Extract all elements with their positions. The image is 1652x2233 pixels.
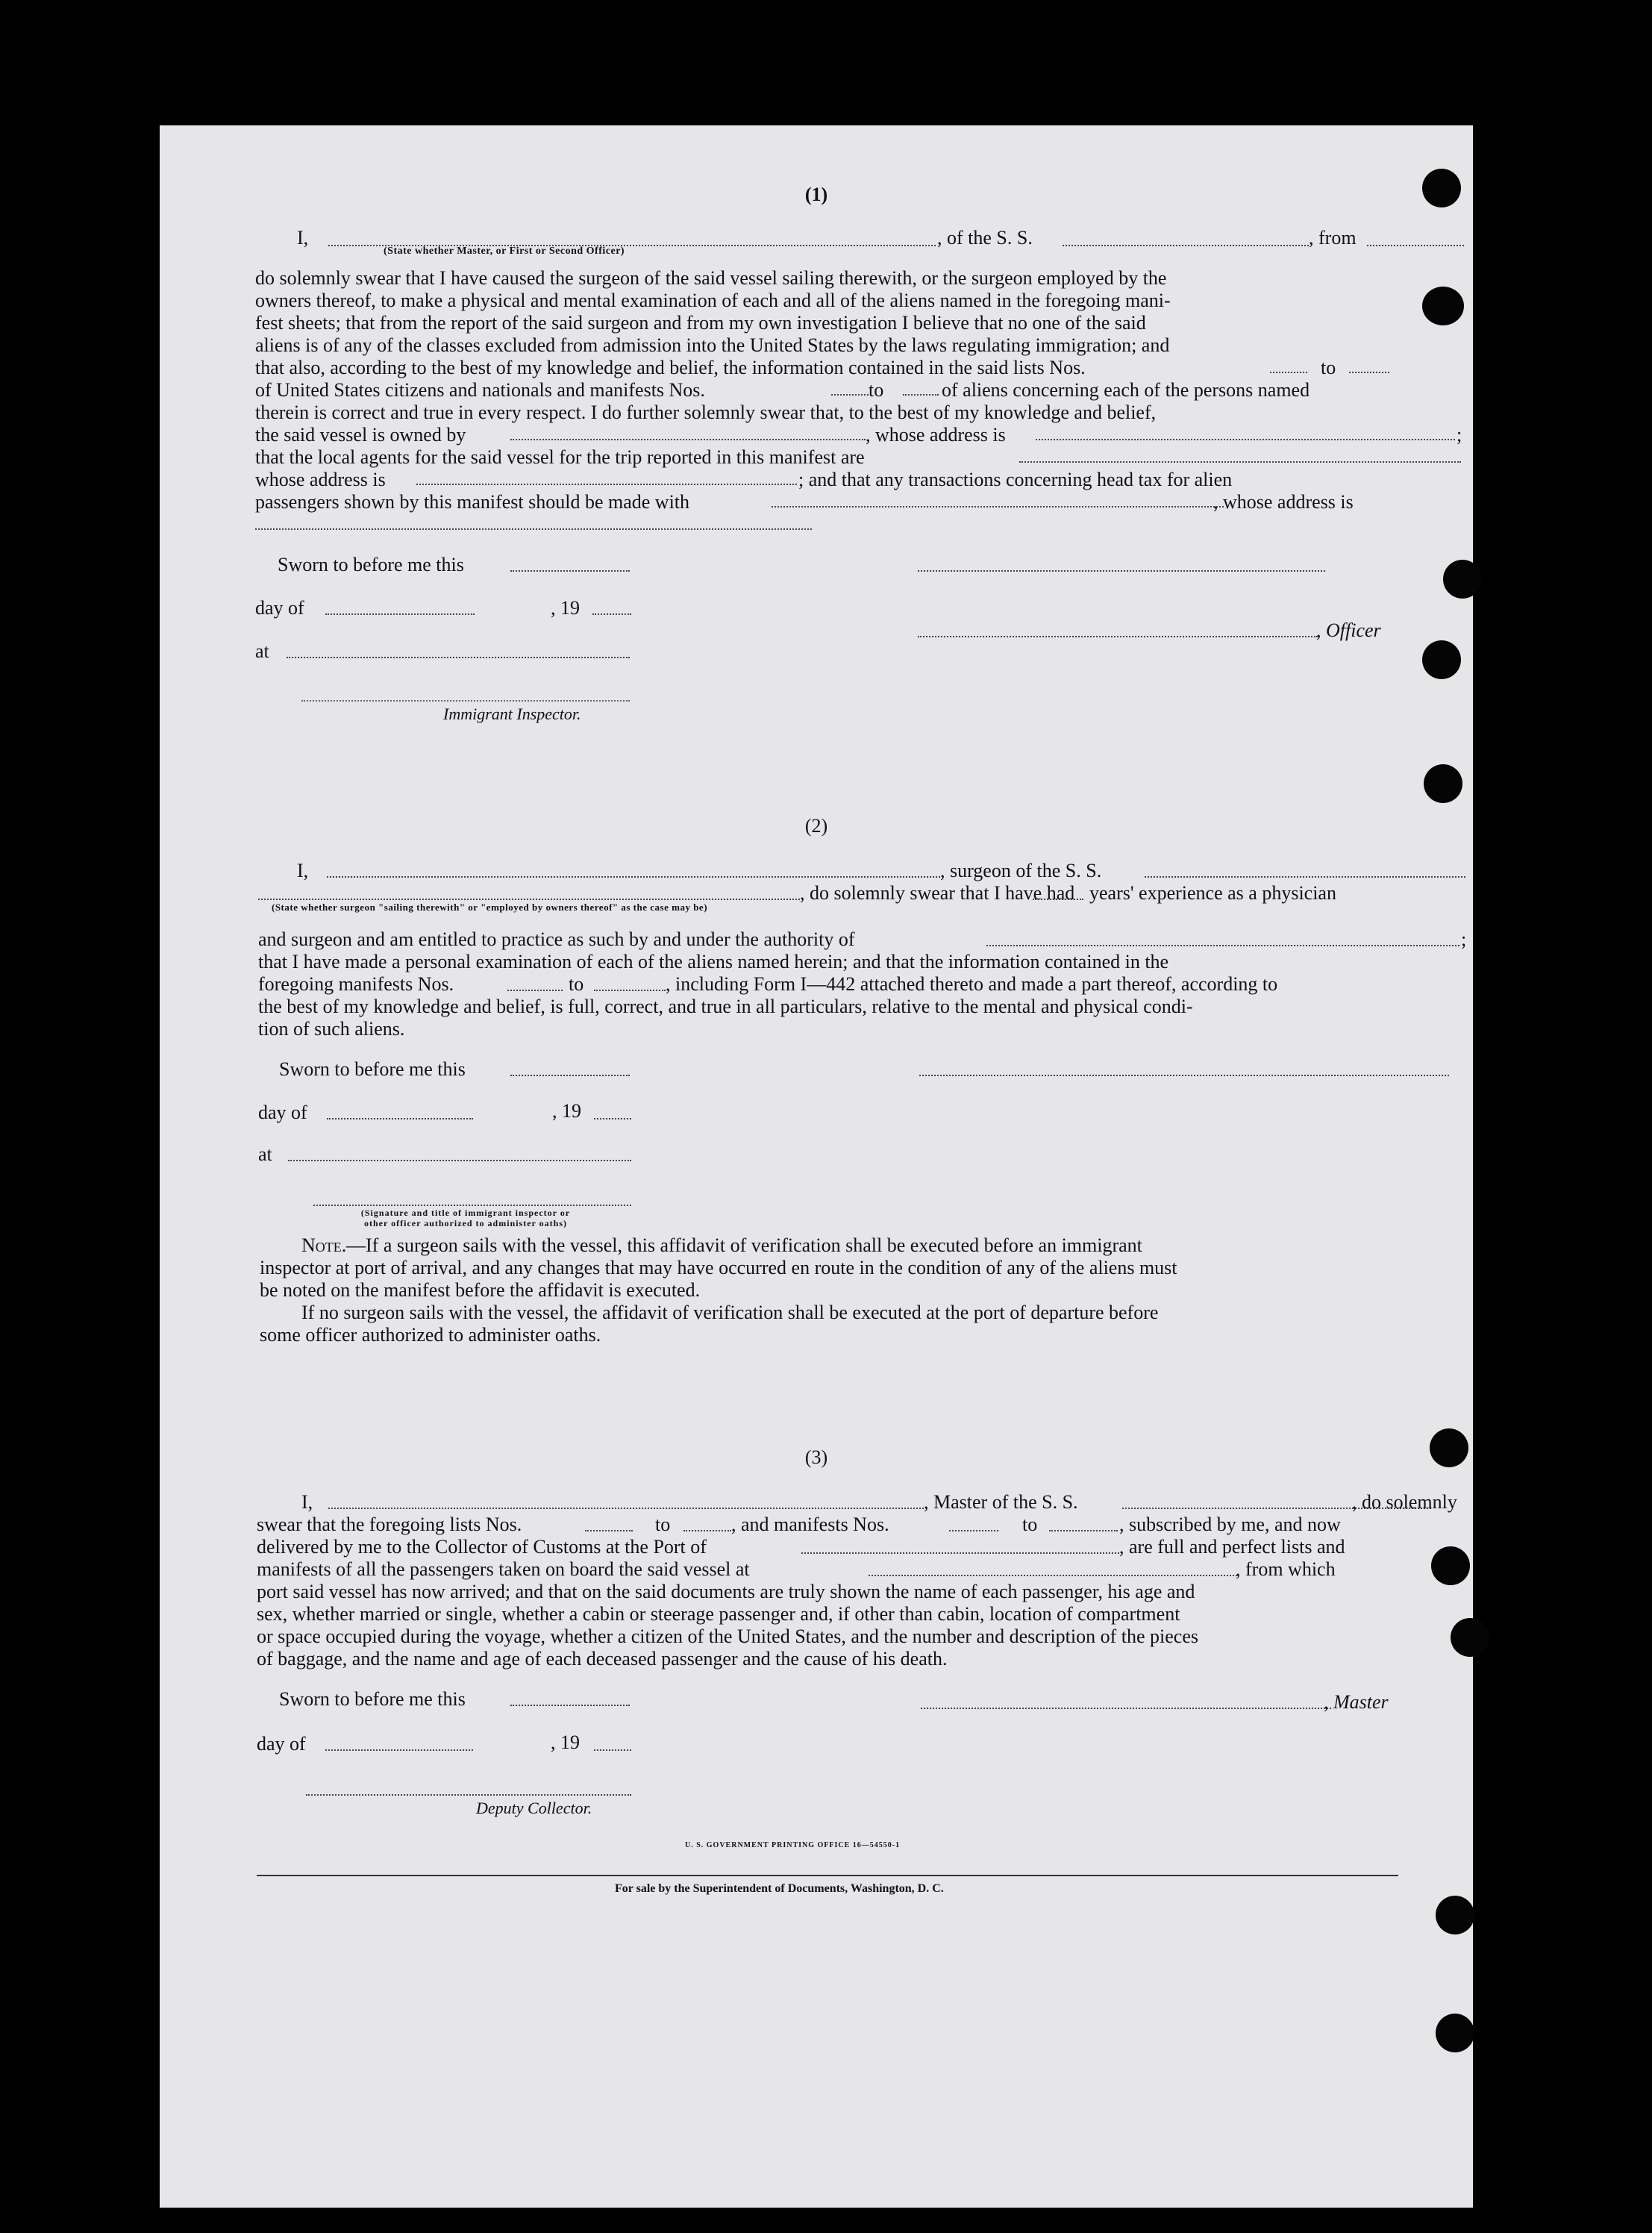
s3-year-field[interactable] <box>594 1749 631 1751</box>
of-the-ss-label: , of the S. S. <box>937 227 1033 249</box>
s2-line3a: foregoing manifests Nos. <box>258 973 454 995</box>
punch-hole <box>1422 640 1461 679</box>
section-1-body <box>255 267 1473 357</box>
s3-line5: sex, whether married or single, whether a cabin or steerage passenger and, if other than cabin, location of compartment <box>257 1603 1180 1625</box>
section-1-i-label: I, <box>297 227 309 249</box>
s3-line1b: to <box>655 1514 671 1535</box>
s3-line1d: to <box>1022 1514 1038 1535</box>
s3-sworn-date-field[interactable] <box>510 1705 630 1706</box>
s2-line1: and surgeon and am entitled to practice as such by and under the authority of <box>258 928 855 950</box>
s3-line3b: , from which <box>1236 1558 1336 1580</box>
s1-line5b: to <box>1321 357 1336 378</box>
s3-month-field[interactable] <box>325 1749 473 1751</box>
agents-address-field[interactable] <box>416 484 797 485</box>
s3-master-signature-line[interactable] <box>921 1708 1331 1709</box>
s1-day-of-label: day of <box>255 597 304 619</box>
section-2-number: (2) <box>804 815 828 837</box>
s1-line10b: ; and that any transactions concerning head tax for alien <box>798 469 1233 490</box>
s3-line3a: manifests of all the passengers taken on board the said vessel at <box>257 1558 750 1580</box>
s3-year-label: , 19 <box>551 1731 580 1753</box>
s2-surgeon-signature-line[interactable] <box>919 1075 1449 1076</box>
printer-line: U. S. GOVERNMENT PRINTING OFFICE 16—54550-1 <box>685 1841 901 1849</box>
s1-line4: aliens is of any of the classes excluded from admission into the United States by the laws regulating immigration; and <box>255 334 1170 356</box>
s3-line2b: , are full and perfect lists and <box>1119 1536 1345 1558</box>
citizen-list-to-field[interactable] <box>1349 372 1389 373</box>
local-agents-field[interactable] <box>1019 461 1461 463</box>
s1-line6a: of United States citizens and nationals and manifests Nos. <box>255 379 705 401</box>
practice-authority-field[interactable] <box>986 945 1459 946</box>
boarding-port-field[interactable] <box>869 1575 1237 1576</box>
deputy-collector-label: Deputy Collector. <box>476 1799 592 1817</box>
s1-officer-label: , Officer <box>1316 619 1381 641</box>
immigrant-inspector-label: Immigrant Inspector. <box>443 705 581 723</box>
citizen-list-from-field[interactable] <box>1270 372 1307 373</box>
punch-hole <box>1422 169 1461 207</box>
from-port-field[interactable] <box>1367 245 1464 246</box>
s1-line8a: the said vessel is owned by <box>255 424 466 446</box>
s3-day-of-label: day of <box>257 1733 306 1755</box>
s1-at-label: at <box>255 640 269 662</box>
deputy-collector-signature-line[interactable] <box>306 1794 631 1796</box>
s2-line3c: , including Form I—442 attached thereto and made a part thereof, according to <box>666 973 1278 995</box>
master-of-label: , Master of the S. S. <box>924 1491 1078 1513</box>
s3-sworn-label: Sworn to before me this <box>279 1688 466 1710</box>
s1-line1: do solemnly swear that I have caused the surgeon of the said vessel sailing therewith, or the surgeon employed by the <box>255 267 1167 289</box>
s1-year-label: , 19 <box>551 597 580 619</box>
punch-hole <box>1443 560 1482 599</box>
s3-solemnly-label: , do solemnly <box>1352 1491 1457 1513</box>
surgeon-status-hint: (State whether surgeon "sailing therewith" or "employed by owners thereof" as the case may be) <box>272 902 708 913</box>
surgeon-status-field[interactable] <box>258 899 800 900</box>
s2-at-label: at <box>258 1143 272 1165</box>
s1-month-field[interactable] <box>325 613 475 615</box>
signature-title-hint-1: (Signature and title of immigrant inspector or <box>360 1208 571 1218</box>
note-label: Note. <box>301 1234 347 1256</box>
s3-line6: or space occupied during the voyage, whether a citizen of the United States, and the number and description of the pieces <box>257 1625 1199 1647</box>
s1-line5a: that also, according to the best of my knowledge and belief, the information contained in the said lists Nos. <box>255 357 1086 378</box>
s3-line7: of baggage, and the name and age of each deceased passenger and the cause of his death. <box>257 1648 948 1670</box>
s3-line4: port said vessel has now arrived; and that on the said documents are truly shown the name of each passenger, his age and <box>257 1581 1195 1602</box>
s3-manifest-to-field[interactable] <box>1049 1530 1118 1531</box>
note-line-5: some officer authorized to administer oaths. <box>260 1324 601 1346</box>
s2-manifest-to-field[interactable] <box>594 990 666 991</box>
note-line-2: inspector at port of arrival, and any changes that may have occurred en route in the condition of any of the aliens must <box>260 1257 1177 1278</box>
s2-line4: the best of my knowledge and belief, is full, correct, and true in all particulars, relative to the mental and physical condi- <box>258 996 1193 1017</box>
s2-ship-name-field[interactable] <box>1145 876 1465 878</box>
s1-line6c: of aliens concerning each of the persons named <box>942 379 1310 401</box>
s2-year-field[interactable] <box>594 1118 631 1119</box>
s2-year-label: , 19 <box>552 1100 581 1122</box>
from-label: , from <box>1309 227 1357 249</box>
s2-sworn-date-field[interactable] <box>510 1075 630 1076</box>
s1-line2: owners thereof, to make a physical and mental examination of each and all of the aliens named in the foregoing mani- <box>255 290 1171 311</box>
vessel-owner-field[interactable] <box>510 439 866 440</box>
s2-line3b: to <box>569 973 584 995</box>
manifest-to-field[interactable] <box>903 394 939 396</box>
s3-list-to-field[interactable] <box>683 1530 731 1531</box>
s3-line1a: swear that the foregoing lists Nos. <box>257 1514 522 1535</box>
footer-rule <box>257 1875 1398 1876</box>
section-1-number: (1) <box>804 184 828 205</box>
s1-sworn-label: Sworn to before me this <box>278 554 464 575</box>
punch-hole <box>1436 2014 1474 2052</box>
officer-rank-hint: (State whether Master, or First or Second Officer) <box>384 246 625 257</box>
s1-year-field[interactable] <box>592 613 631 615</box>
s2-day-of-label: day of <box>258 1102 307 1123</box>
s1-line8c: ; <box>1457 424 1462 446</box>
s1-line3: fest sheets; that from the report of the said surgeon and from my own investigation I believe that no one of the said <box>255 312 1146 334</box>
s2-line2: that I have made a personal examination of each of the aliens named herein; and that the information contained in the <box>258 951 1169 972</box>
s1-line11b: , whose address is <box>1213 491 1354 513</box>
head-tax-contact-field[interactable] <box>772 506 1224 508</box>
owner-address-field[interactable] <box>1036 439 1455 440</box>
years-experience-field[interactable] <box>1033 899 1083 900</box>
form-sheet <box>160 125 1473 2208</box>
punch-hole <box>1422 287 1464 325</box>
s3-line2a: delivered by me to the Collector of Customs at the Port of <box>257 1536 707 1558</box>
s3-line1c: , and manifests Nos. <box>731 1514 889 1535</box>
s2-years-label: years' experience as a physician <box>1089 882 1336 904</box>
manifest-from-field[interactable] <box>831 394 869 396</box>
section-3-number: (3) <box>804 1446 828 1468</box>
s2-swear-label: , do solemnly swear that I have had <box>800 882 1075 904</box>
s1-officer-signature-line[interactable] <box>918 570 1325 572</box>
punch-hole <box>1424 764 1462 803</box>
s2-inspector-signature-line[interactable] <box>313 1205 631 1206</box>
s1-line7: therein is correct and true in every respect. I do further solemnly swear that, to the best of my knowledge and belief, <box>255 402 1157 423</box>
customs-port-field[interactable] <box>801 1552 1119 1554</box>
signature-title-hint-2: other officer authorized to administer oaths) <box>364 1218 567 1228</box>
punch-hole <box>1431 1546 1470 1585</box>
head-tax-address-field[interactable] <box>255 528 812 530</box>
s2-line1-semicolon: ; <box>1461 928 1467 950</box>
s1-line6b: to <box>869 379 884 401</box>
s1-line10a: whose address is <box>255 469 386 490</box>
s2-at-place-field[interactable] <box>288 1160 631 1161</box>
section-3-i-label: I, <box>301 1491 313 1513</box>
punch-hole <box>1430 1428 1468 1467</box>
s3-line1e: , subscribed by me, and now <box>1119 1514 1341 1535</box>
s1-at-place-field[interactable] <box>287 657 630 658</box>
ship-name-field[interactable] <box>1063 245 1309 246</box>
section-2-i-label: I, <box>297 860 309 881</box>
punch-hole <box>1451 1618 1489 1657</box>
s3-master-label: , Master <box>1324 1691 1389 1713</box>
sale-notice: For sale by the Superintendent of Documents, Washington, D. C. <box>615 1882 944 1895</box>
note-line-1: —If a surgeon sails with the vessel, this affidavit of verification shall be executed before an immigrant <box>346 1234 1142 1256</box>
note-line-4: If no surgeon sails with the vessel, the affidavit of verification shall be executed at the port of departure before <box>301 1302 1159 1323</box>
s2-line5: tion of such aliens. <box>258 1018 405 1040</box>
s1-line11a: passengers shown by this manifest should be made with <box>255 491 690 513</box>
s2-manifest-from-field[interactable] <box>507 990 563 991</box>
s2-month-field[interactable] <box>327 1118 473 1119</box>
master-name-field[interactable] <box>328 1508 924 1509</box>
surgeon-name-field[interactable] <box>327 876 940 878</box>
s2-sworn-label: Sworn to before me this <box>279 1058 466 1080</box>
s3-manifest-from-field[interactable] <box>949 1530 998 1531</box>
s1-line8b: , whose address is <box>866 424 1006 446</box>
note-line-3: be noted on the manifest before the affidavit is executed. <box>260 1279 701 1301</box>
s1-officer-name-line[interactable] <box>918 636 1318 637</box>
s1-sworn-date-field[interactable] <box>510 570 630 572</box>
s1-inspector-signature-line[interactable] <box>301 700 630 702</box>
s1-line9: that the local agents for the said vessel for the trip reported in this manifest are <box>255 446 865 468</box>
punch-hole <box>1436 1896 1474 1934</box>
surgeon-of-label: , surgeon of the S. S. <box>940 860 1102 881</box>
s3-list-from-field[interactable] <box>585 1530 633 1531</box>
